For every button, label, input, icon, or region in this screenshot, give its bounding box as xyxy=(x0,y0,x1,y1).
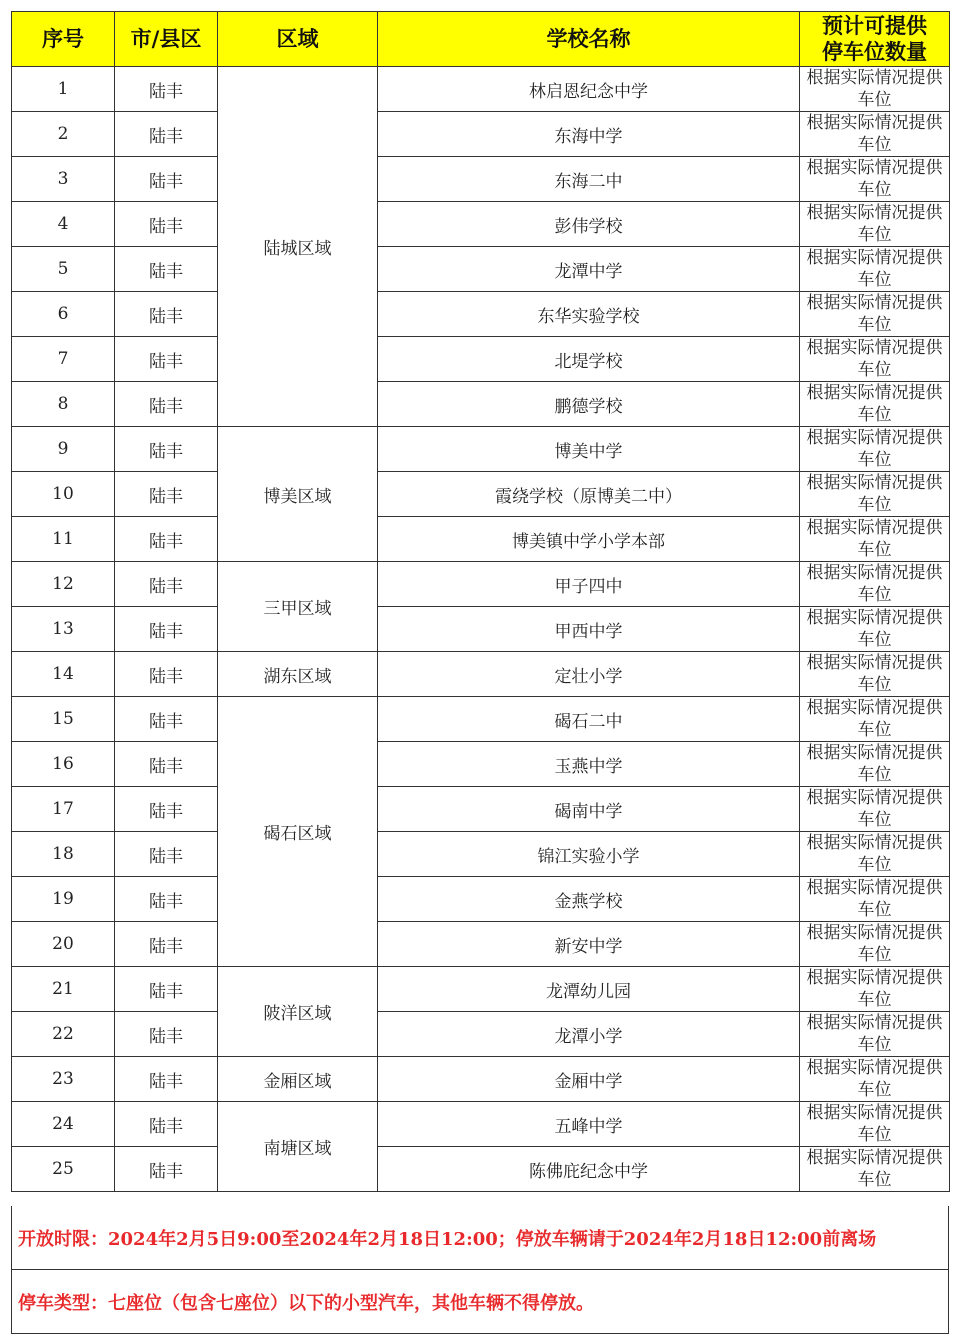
row-parking: 根据实际情况提供车位 xyxy=(800,697,950,742)
row-area: 三甲区域 xyxy=(218,562,378,652)
header-parking-line2: 停车位数量 xyxy=(822,39,927,64)
row-parking: 根据实际情况提供车位 xyxy=(800,1057,950,1102)
row-index: 25 xyxy=(12,1147,115,1192)
row-parking: 根据实际情况提供车位 xyxy=(800,517,950,562)
row-parking: 根据实际情况提供车位 xyxy=(800,742,950,787)
row-parking: 根据实际情况提供车位 xyxy=(800,427,950,472)
row-area: 陂洋区域 xyxy=(218,967,378,1057)
row-area: 南塘区域 xyxy=(218,1102,378,1192)
row-city: 陆丰 xyxy=(115,697,218,742)
row-school: 北堤学校 xyxy=(378,337,800,382)
row-school: 碣石二中 xyxy=(378,697,800,742)
table-row xyxy=(12,742,950,787)
row-city: 陆丰 xyxy=(115,1012,218,1057)
table-row xyxy=(12,562,950,607)
row-school: 博美镇中学小学本部 xyxy=(378,517,800,562)
row-school: 龙潭小学 xyxy=(378,1012,800,1057)
row-school: 东海中学 xyxy=(378,112,800,157)
row-school: 锦江实验小学 xyxy=(378,832,800,877)
row-city: 陆丰 xyxy=(115,607,218,652)
row-city: 陆丰 xyxy=(115,382,218,427)
table-row xyxy=(12,292,950,337)
table-row xyxy=(12,1147,950,1192)
table-row xyxy=(12,697,950,742)
row-school: 东华实验学校 xyxy=(378,292,800,337)
row-school: 碣南中学 xyxy=(378,787,800,832)
notes xyxy=(11,1206,949,1334)
parking-table xyxy=(11,11,950,1192)
row-index: 1 xyxy=(12,67,115,112)
row-parking: 根据实际情况提供车位 xyxy=(800,562,950,607)
header-area: 区域 xyxy=(218,12,378,67)
table-body xyxy=(12,67,950,1192)
row-index: 18 xyxy=(12,832,115,877)
row-area: 金厢区域 xyxy=(218,1057,378,1102)
row-index: 22 xyxy=(12,1012,115,1057)
table-row xyxy=(12,1102,950,1147)
row-city: 陆丰 xyxy=(115,832,218,877)
row-index: 15 xyxy=(12,697,115,742)
row-parking: 根据实际情况提供车位 xyxy=(800,247,950,292)
row-index: 19 xyxy=(12,877,115,922)
row-city: 陆丰 xyxy=(115,247,218,292)
row-school: 霞绕学校（原博美二中） xyxy=(378,472,800,517)
row-city: 陆丰 xyxy=(115,742,218,787)
row-school: 五峰中学 xyxy=(378,1102,800,1147)
row-city: 陆丰 xyxy=(115,157,218,202)
table-row xyxy=(12,922,950,967)
row-parking: 根据实际情况提供车位 xyxy=(800,67,950,112)
row-city: 陆丰 xyxy=(115,472,218,517)
row-index: 23 xyxy=(12,1057,115,1102)
row-index: 13 xyxy=(12,607,115,652)
table-row xyxy=(12,112,950,157)
row-city: 陆丰 xyxy=(115,1102,218,1147)
row-school: 彭伟学校 xyxy=(378,202,800,247)
row-city: 陆丰 xyxy=(115,877,218,922)
row-area: 陆城区域 xyxy=(218,67,378,427)
row-parking: 根据实际情况提供车位 xyxy=(800,472,950,517)
note-open-time: 开放时限：2024年2月5日9:00至2024年2月18日12:00；停放车辆请于2024年2月18日12:00前离场 xyxy=(11,1206,949,1270)
row-city: 陆丰 xyxy=(115,1057,218,1102)
row-parking: 根据实际情况提供车位 xyxy=(800,922,950,967)
row-index: 10 xyxy=(12,472,115,517)
row-city: 陆丰 xyxy=(115,337,218,382)
row-index: 7 xyxy=(12,337,115,382)
row-parking: 根据实际情况提供车位 xyxy=(800,112,950,157)
row-school: 龙潭中学 xyxy=(378,247,800,292)
row-school: 鹏德学校 xyxy=(378,382,800,427)
table-row xyxy=(12,472,950,517)
table-row xyxy=(12,1012,950,1057)
row-parking: 根据实际情况提供车位 xyxy=(800,967,950,1012)
row-index: 6 xyxy=(12,292,115,337)
row-index: 5 xyxy=(12,247,115,292)
row-school: 东海二中 xyxy=(378,157,800,202)
row-parking: 根据实际情况提供车位 xyxy=(800,337,950,382)
row-index: 3 xyxy=(12,157,115,202)
row-school: 金燕学校 xyxy=(378,877,800,922)
row-school: 玉燕中学 xyxy=(378,742,800,787)
row-school: 甲子四中 xyxy=(378,562,800,607)
row-city: 陆丰 xyxy=(115,922,218,967)
table-row xyxy=(12,607,950,652)
row-city: 陆丰 xyxy=(115,1147,218,1192)
row-city: 陆丰 xyxy=(115,427,218,472)
table-row xyxy=(12,247,950,292)
row-index: 9 xyxy=(12,427,115,472)
row-index: 24 xyxy=(12,1102,115,1147)
table-row xyxy=(12,337,950,382)
header-index: 序号 xyxy=(12,12,115,67)
table-row xyxy=(12,67,950,112)
row-city: 陆丰 xyxy=(115,562,218,607)
header-city: 市/县区 xyxy=(115,12,218,67)
table-row xyxy=(12,652,950,697)
row-index: 17 xyxy=(12,787,115,832)
row-parking: 根据实际情况提供车位 xyxy=(800,157,950,202)
row-school: 定壮小学 xyxy=(378,652,800,697)
note-vehicle-type: 停车类型：七座位（包含七座位）以下的小型汽车，其他车辆不得停放。 xyxy=(11,1270,949,1334)
row-parking: 根据实际情况提供车位 xyxy=(800,607,950,652)
table-row xyxy=(12,877,950,922)
header-row xyxy=(12,12,950,67)
row-area: 博美区域 xyxy=(218,427,378,562)
row-index: 21 xyxy=(12,967,115,1012)
row-city: 陆丰 xyxy=(115,292,218,337)
row-parking: 根据实际情况提供车位 xyxy=(800,1012,950,1057)
row-city: 陆丰 xyxy=(115,67,218,112)
row-parking: 根据实际情况提供车位 xyxy=(800,202,950,247)
table-row xyxy=(12,157,950,202)
header-parking xyxy=(800,12,950,67)
row-school: 林启恩纪念中学 xyxy=(378,67,800,112)
row-school: 金厢中学 xyxy=(378,1057,800,1102)
table-row xyxy=(12,382,950,427)
row-index: 12 xyxy=(12,562,115,607)
table-row xyxy=(12,967,950,1012)
row-parking: 根据实际情况提供车位 xyxy=(800,787,950,832)
row-index: 14 xyxy=(12,652,115,697)
row-school: 新安中学 xyxy=(378,922,800,967)
row-index: 4 xyxy=(12,202,115,247)
row-parking: 根据实际情况提供车位 xyxy=(800,652,950,697)
row-school: 陈佛庇纪念中学 xyxy=(378,1147,800,1192)
header-school: 学校名称 xyxy=(378,12,800,67)
table-row xyxy=(12,202,950,247)
row-parking: 根据实际情况提供车位 xyxy=(800,1102,950,1147)
row-area: 湖东区域 xyxy=(218,652,378,697)
table-row xyxy=(12,1057,950,1102)
header-parking-line1: 预计可提供 xyxy=(822,13,927,38)
row-parking: 根据实际情况提供车位 xyxy=(800,1147,950,1192)
row-index: 20 xyxy=(12,922,115,967)
row-school: 博美中学 xyxy=(378,427,800,472)
row-parking: 根据实际情况提供车位 xyxy=(800,877,950,922)
row-index: 8 xyxy=(12,382,115,427)
row-index: 16 xyxy=(12,742,115,787)
row-city: 陆丰 xyxy=(115,787,218,832)
row-index: 2 xyxy=(12,112,115,157)
row-index: 11 xyxy=(12,517,115,562)
table-row xyxy=(12,517,950,562)
row-city: 陆丰 xyxy=(115,652,218,697)
row-city: 陆丰 xyxy=(115,967,218,1012)
row-area: 碣石区域 xyxy=(218,697,378,967)
table-row xyxy=(12,427,950,472)
row-parking: 根据实际情况提供车位 xyxy=(800,382,950,427)
row-city: 陆丰 xyxy=(115,202,218,247)
row-parking: 根据实际情况提供车位 xyxy=(800,292,950,337)
row-parking: 根据实际情况提供车位 xyxy=(800,832,950,877)
row-city: 陆丰 xyxy=(115,112,218,157)
row-school: 龙潭幼儿园 xyxy=(378,967,800,1012)
table-row xyxy=(12,832,950,877)
table-row xyxy=(12,787,950,832)
row-school: 甲西中学 xyxy=(378,607,800,652)
row-city: 陆丰 xyxy=(115,517,218,562)
